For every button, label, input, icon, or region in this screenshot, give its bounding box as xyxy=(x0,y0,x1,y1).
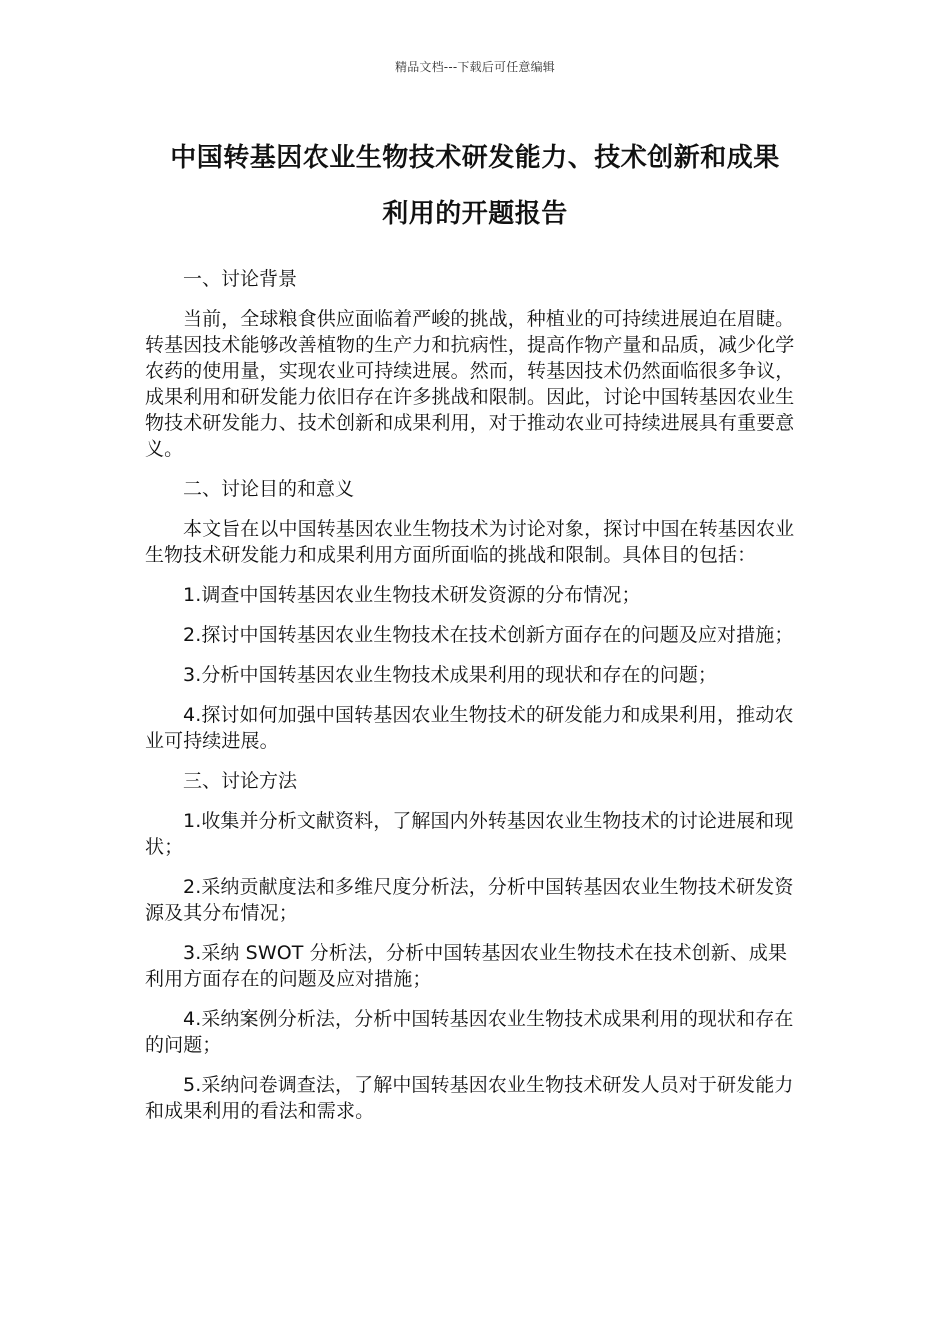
section-heading-methods: 三、讨论方法 xyxy=(183,770,298,792)
purpose-item-1: 1.调查中国转基因农业生物技术研发资源的分布情况； xyxy=(183,584,641,606)
document-body xyxy=(145,266,795,1138)
title-line-1: 中国转基因农业生物技术研发能力、技术创新和成果 xyxy=(170,143,780,173)
method-item-5: 5.采纳问卷调查法，了解中国转基因农业生物技术研发人员对于研发能力和成果利用的看法和需求。 xyxy=(145,1074,794,1122)
method-item-4: 4.采纳案例分析法，分析中国转基因农业生物技术成果利用的现状和存在的问题； xyxy=(145,1008,794,1056)
title-line-2: 利用的开题报告 xyxy=(382,199,568,229)
method-item-1: 1.收集并分析文献资料，了解国内外转基因农业生物技术的讨论进展和现状； xyxy=(145,810,794,858)
background-paragraph: 当前，全球粮食供应面临着严峻的挑战，种植业的可持续进展迫在眉睫。转基因技术能够改善植物的生产力和抗病性，提高作物产量和品质，减少化学农药的使用量，实现农业可持续进展。然而，转基因技术仍然面临很多争议，成果利用和研发能力依旧存在许多挑战和限制。因此，讨论中国转基因农业生物技术研发能力、技术创新和成果利用，对于推动农业可持续进展具有重要意义。 xyxy=(145,308,795,460)
method-item-3: 3.采纳 SWOT 分析法，分析中国转基因农业生物技术在技术创新、成果利用方面存在的问题及应对措施； xyxy=(145,942,788,990)
method-item-2: 2.采纳贡献度法和多维尺度分析法，分析中国转基因农业生物技术研发资源及其分布情况； xyxy=(145,876,794,924)
purpose-item-2: 2.探讨中国转基因农业生物技术在技术创新方面存在的问题及应对措施； xyxy=(183,624,794,646)
purpose-item-3: 3.分析中国转基因农业生物技术成果利用的现状和存在的问题； xyxy=(183,664,718,686)
purpose-item-4: 4.探讨如何加强中国转基因农业生物技术的研发能力和成果利用，推动农业可持续进展。 xyxy=(145,704,794,752)
header-note: 精品文档---下载后可任意编辑 xyxy=(395,60,555,74)
purpose-paragraph: 本文旨在以中国转基因农业生物技术为讨论对象，探讨中国在转基因农业生物技术研发能力和成果利用方面所面临的挑战和限制。具体目的包括： xyxy=(145,518,795,566)
document-title xyxy=(140,130,810,242)
section-heading-background: 一、讨论背景 xyxy=(183,268,298,290)
section-heading-purpose: 二、讨论目的和意义 xyxy=(183,478,355,500)
